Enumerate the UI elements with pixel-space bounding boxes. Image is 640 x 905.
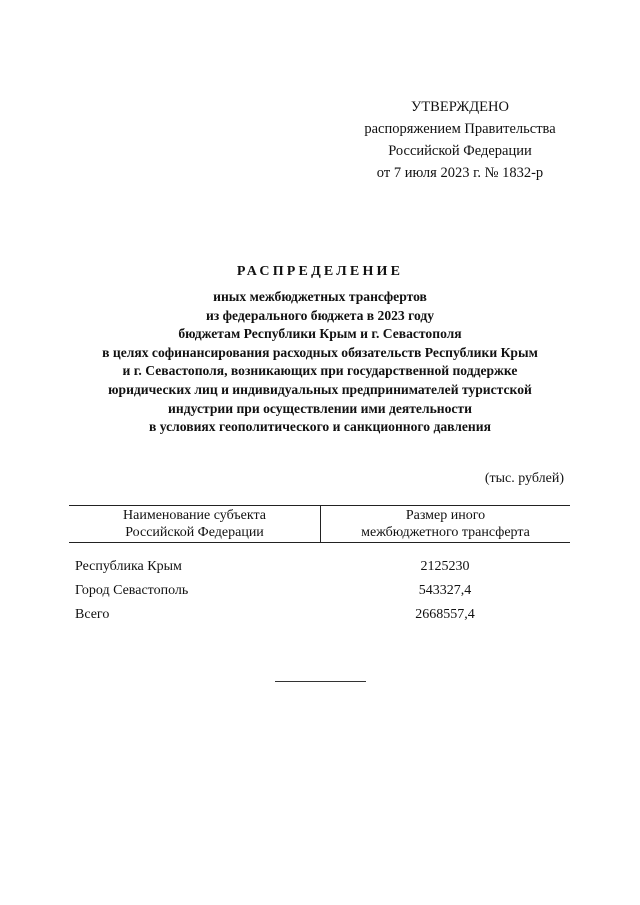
description-line: индустрии при осуществлении ими деятельности: [168, 400, 472, 416]
header-amount-line: Размер иного: [405, 508, 486, 523]
table-row-total: [69, 603, 570, 627]
table-body: [69, 555, 570, 627]
table-header: [69, 505, 570, 543]
approval-title: УТВЕРЖДЕНО: [411, 99, 509, 115]
header-subject: [69, 506, 321, 542]
description-line: бюджетам Республики Крым и г. Севастополя: [178, 326, 462, 342]
description-line: иных межбюджетных трансфертов: [213, 289, 427, 304]
units-label: (тыс. рублей): [484, 471, 564, 486]
approval-line-order: распоряжением Правительства: [364, 121, 556, 137]
row-name: Всего: [75, 607, 110, 622]
description-line: из федерального бюджета в 2023 году: [205, 307, 435, 323]
end-divider: [275, 681, 366, 682]
header-amount: [321, 506, 570, 542]
header-amount-line: межбюджетного трансферта: [361, 525, 530, 540]
distribution-table: [69, 505, 570, 627]
row-value: 2668557,4: [415, 607, 475, 622]
description-line: в условиях геополитического и санкционного давления: [149, 419, 491, 435]
row-name: Республика Крым: [75, 559, 182, 574]
header-subject-line: Наименование субъекта: [123, 508, 266, 523]
document-heading: РАСПРЕДЕЛЕНИЕ: [236, 264, 404, 279]
table-row: [69, 555, 570, 579]
row-value: 543327,4: [418, 583, 472, 598]
description-line: юридических лиц и индивидуальных предпринимателей туристской: [108, 381, 532, 397]
description-line: в целях софинансирования расходных обязательств Республики Крым: [102, 344, 538, 360]
row-value: 2125230: [420, 559, 470, 574]
document-description: [60, 288, 580, 437]
row-name: Город Севастополь: [75, 583, 189, 598]
header-subject-line: Российской Федерации: [125, 525, 264, 540]
table-row: [69, 579, 570, 603]
description-line: и г. Севастополя, возникающих при государственной поддержке: [122, 363, 518, 379]
approval-line-government: Российской Федерации: [388, 143, 532, 159]
approval-line-date: от 7 июля 2023 г. № 1832-р: [376, 165, 544, 181]
approval-block: [340, 96, 580, 184]
